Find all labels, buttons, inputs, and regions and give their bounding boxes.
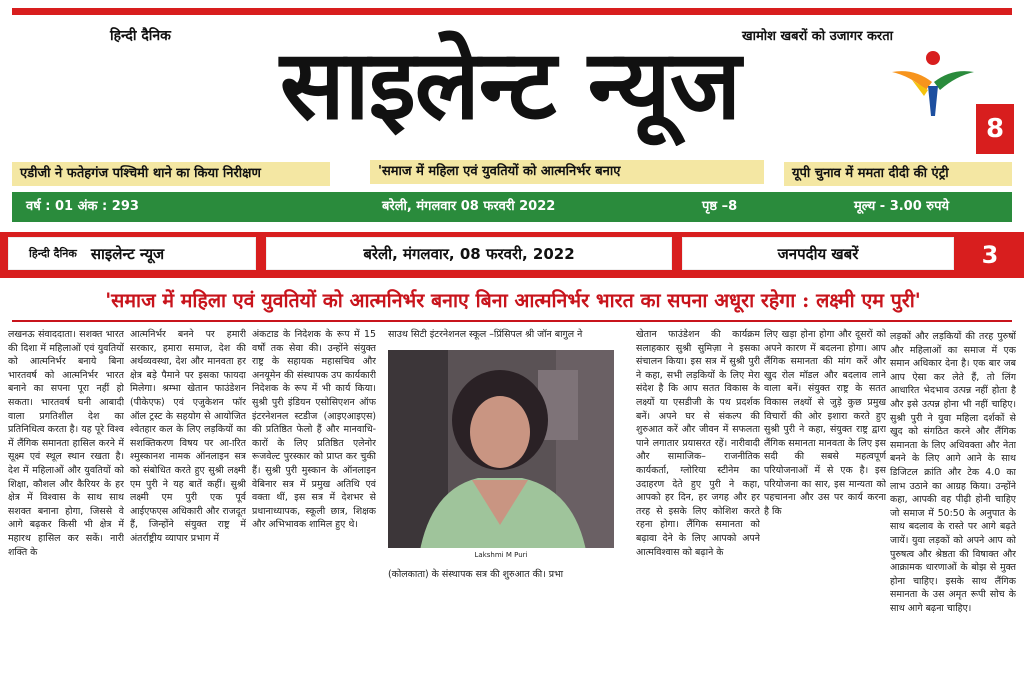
article-column-1: लखनऊ संवाददाता। सशक्त भारत की दिशा में महिलाओं एवं युवतियों को आत्मनिर्भर बनाये बिना भारतवर्ष को आत्मनिर्भर भारत बनाने का सपना पूरा नहीं हो सकता। भारतवर्ष घनी आबादी वाला प्रगतिशील देश का प्रतिनिधित्व करता है। यह पूरे विश्व में लैंगिक समानता हासिल करने में सूक्ष्म एवं स्थूल स्थान रखता है। देश में महिलाओं और युवतियों को शिक्षा, कौशल और कैरियर के हर क्षेत्र में विश्वास के साथ साथ सशक्त बनाना होगा, जिससे वे आगे बढ़कर किसी भी क्षेत्र में महारथ हासिल कर सकें। नारी शक्ति के	[8, 329, 124, 558]
issue-price: मूल्य - 3.00 रुपये	[854, 199, 950, 214]
section-header-bar	[0, 232, 1024, 278]
section-paper-name: साइलेन्ट न्यूज	[90, 244, 165, 263]
article-photo	[388, 350, 614, 562]
issue-page: पृष्ठ –8	[702, 199, 738, 214]
paper-logo	[888, 46, 978, 118]
top-red-rule	[12, 8, 1012, 15]
page-badge: 8	[976, 104, 1014, 154]
photo-caption: Lakshmi M Puri	[474, 551, 528, 559]
volume-number: वर्ष : 01 अंक : 293	[26, 199, 139, 214]
portrait-image	[388, 350, 614, 562]
section-page-number: 3	[981, 241, 999, 269]
section-date: बरेली, मंगलवार, 08 फरवरी, 2022	[266, 237, 672, 270]
article-column-7: लड़कों और लड़कियों की तरह पुरुषों और महिलाओं का समाज में एक समान अधिकार देना है। एक बार जब आप ऐसा कर लेते हैं, तो लिंग आधारित भेदभाव उत्पन्न नहीं होता है और इसे उत्पन्न होना भी नहीं चाहिए। सुश्री पुरी ने युवा महिला दर्शकों से खुद को संगठित करने और लैंगिक समानता के लिए अधिवक्ता और नेता बनने के लिए आगे आने के साथ डिजिटल क्रांति और टेक 4.0 का लाभ उठाने का आग्रह किया। उन्होंने कहा, आपकी वह पीढ़ी होनी चाहिए जो समाज में 50:50 के अनुपात के साथ बदलाव के रास्ते पर आगे बढ़ते जायें। युवा लड़कों को अपने आप को पुरुषत्व और श्रेष्ठता की विषाक्त और आक्रामक धारणाओं के बोझ से मुक्त होना चाहिए। इसके साथ लैंगिक समानता के उस अमृत रूपी सोच के साथ आगे बढ़ना चाहिए।	[890, 331, 1016, 614]
article-column-4-outro: (कोलकाता) के संस्थापक सत्र की शुरुआत की। प्रभा	[388, 569, 564, 580]
section-name: जनपदीय खबरें	[682, 237, 954, 270]
issue-dateline: बरेली, मंगलवार 08 फरवरी 2022	[382, 199, 556, 214]
masthead-tagline: खामोश खबरों को उजागर करता	[742, 29, 894, 44]
logo-figure-icon	[888, 46, 978, 118]
article-column-6: लिए खड़ा होना होगा और दूसरों को अपने कारण में बदलना होगा। आप लैंगिक समानता की मांग करें और खुद रोल मॉडल और बदलाव लाने वाला बनें। संयुक्त राष्ट्र के सतत विकास लक्ष्यों से जुड़े कुछ प्रमुख विचारों की ओर इशारा करते हुए सुश्री पुरी ने कहा, संयुक्त राष्ट्र द्वारा लैंगिक समानता मानवता के लिए इस सदी की सबसे महत्वपूर्ण परियोजनाओं में से एक है। इस परियोजना का सार, इस मान्यता को पहचानना और उस पर कार्य करना है कि	[764, 329, 886, 517]
article-headline: 'समाज में महिला एवं युवतियों को आत्मनिर्भर बनाए बिना आत्मनिर्भर भारत का सपना अधूरा रहेगा : लक्ष्मी एम पुरी'	[105, 289, 921, 312]
article-column-4-intro: साउथ सिटी इंटरनेशनल स्कूल –प्रिंसिपल श्री जॉन बागुल ने	[388, 329, 583, 340]
section-paper-box	[8, 237, 256, 270]
masthead-kicker: हिन्दी दैनिक	[110, 28, 171, 44]
headline-rule	[12, 320, 1012, 322]
masthead-title: साइलेन्ट न्यूज	[279, 28, 741, 141]
article-column-2: आत्मनिर्भर बनने पर हमारी सरकार, हमारा समाज, देश की अर्थव्यवस्था, देश और मानवता हर क्षेत्र बड़े पैमाने पर इसका फायदा मिलेगा। श्रम्भा खेतान फाउंडेशन (पीकेएफ) एवं एजुकेशन फॉर ऑल ट्रस्ट के सहयोग से आयोजित श्वेतहार कल के लिए लड़कियों का सशक्तिकरण विषय पर आ-ारित श्मुस्कानश नामक ऑनलाइन सत्र को संबोधित करते हुए सुश्री लक्ष्मी एम पुरी ने यह बातें कहीं। सुश्री लक्ष्मी एम पुरी एक पूर्व आईएफएस अधिकारी और राजदूत हैं, जिन्होंने संयुक्त राष्ट्र में अंतर्राष्ट्रीय व्यापार प्रभाग में	[130, 329, 246, 544]
section-kicker: हिन्दी दैनिक	[29, 247, 77, 260]
issue-info-bar	[12, 192, 1012, 222]
article-column-3: अंकटाड के निदेशक के रूप में 15 वर्षों तक सेवा की। उन्होंने संयुक्त राष्ट्र के सहायक महासचिव और अनयूमेन की संस्थापक उप कार्यकारी निदेशक के रूप में भी कार्य किया। सुश्री पुरी इंडियन एसोसिएशन ऑफ इंटरनेशनल स्टडीज (आइएआइएस) की प्रतिष्ठित फेलो हैं और मानवाधि-कारों के लिए प्रतिष्ठित एलेनोर रूजवेल्ट पुरस्कार को प्राप्त कर चुकी हैं। सुश्री पुरी मुस्कान के ऑनलाइन वेबिनार सत्र में प्रमुख अतिथि एवं वक्ता थीं, इस सत्र में देशभर से प्रधानाध्यापक, स्कूली छात्र, शिक्षक और अभिभावक शामिल हुए थे।	[252, 329, 376, 531]
strip-headline-2[interactable]: 'समाज में महिला एवं युवतियों को आत्मनिर्भर बनाए	[370, 160, 764, 184]
strip-headline-1[interactable]: एडीजी ने फतेहगंज पश्चिमी थाने का किया निरीक्षण	[12, 162, 330, 186]
article-column-5: खेतान फाउंडेशन की कार्यक्रम सलाहकार सुश्री सुमिज़ा ने इसका संचालन किया। इस सत्र में सुश्री पुरी ने कहा, सभी लड़कियों के लिए मेरा संदेश है कि आप सतत विकास के लक्ष्यों या एसडीजी के पथ प्रदर्शक बनें। अपने घर से संकल्प की शुरुआत करें और जीवन में सफलता पाने लगातार प्रयासरत रहें। नारीवादी और सामाजिक– राजनीतिक कार्यकर्ता, ग्लोरिया स्टीनेम का उदाहरण देते हुए पुरी ने कहा, आपको हर दिन, हर जगह और हर तरह से इसके लिए कोशिश करते रहना होगा। लैंगिक समानता को बढ़ावा देने के लिए आपको अपने आत्मविश्वास को बढ़ाने के	[636, 329, 760, 558]
strip-headline-3[interactable]: यूपी चुनाव में ममता दीदी की एंट्री	[784, 162, 1012, 186]
